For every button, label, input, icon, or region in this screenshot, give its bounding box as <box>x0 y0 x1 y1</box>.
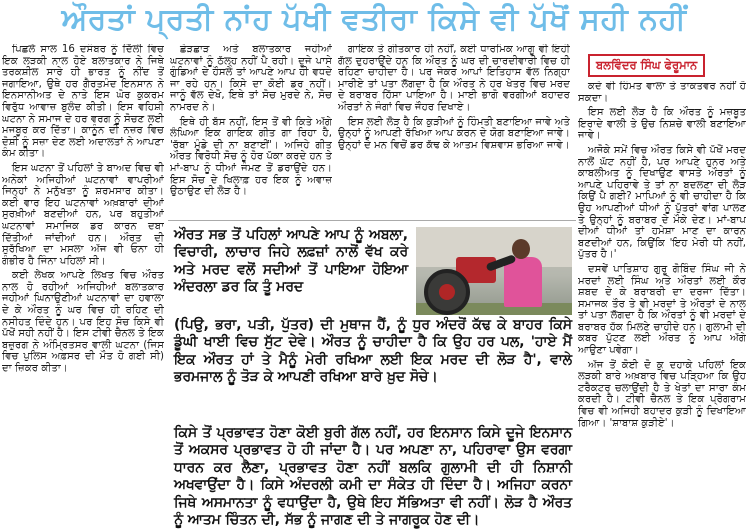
paragraph: ਪਿਛਲੇ ਸਾਲ 16 ਦਸੰਬਰ ਨੂੰ ਦਿੱਲੀ ਵਿਚ ਇਕ ਲੜਕੀ ਨਾਲ ਹੋਏ ਬਲਾਤਕਾਰ ਨੇ ਜਿਥੇ ਤਰਕਸ਼ੀਲ ਸਾਰੇ ਹੀ ਭਾਰਤ ਨੂੰ ਨੀਂਦ ਤੋਂ ਜਗਾਇਆ, ਉਥੇ ਹਰ ਗੈਰਤਮੰਦ ਇਨਸਾਨ ਨੇ ਇਨਸਾਨੀਅਤ ਦੇ ਨਾਤੇ ਇਸ ਘੋਰ ਕੁਕਰਮ ਵਿਰੁੱਧ ਆਵਾਜ਼ ਬੁਲੰਦ ਕੀਤੀ। ਇਸ ਵਹਿਸ਼ੀ ਘਟਨਾ ਨੇ ਸਮਾਜ ਦੇ ਹਰ ਵਰਗ ਨੂੰ ਸੋਚਣ ਲਈ ਮਜਬੂਰ ਕਰ ਦਿੱਤਾ। ਕਾਨੂੰਨ ਦੀ ਨਜ਼ਰ ਵਿਚ ਦੋਸ਼ੀ ਨੂੰ ਸਜ਼ਾ ਦੇਣ ਲਈ ਅਦਾਲਤਾਂ ਨੇ ਆਪਣਾ ਕੰਮ ਕੀਤਾ। <box>2 44 164 160</box>
woman-on-tractor-photo <box>416 227 572 315</box>
paragraph: ਦਸਵੇਂ ਪਾਤਿਸ਼ਾਹ ਗੁਰੂ ਗੋਬਿੰਦ ਸਿੰਘ ਜੀ ਨੇ ਮਰਦਾਂ ਲਈ ਸਿੰਘ ਅਤੇ ਔਰਤਾਂ ਲਈ ਕੌਰ ਸ਼ਬਦ ਦੇ ਕੇ ਬਰਾਬਰੀ ਦਾ ਦਰਜਾ ਦਿੱਤਾ। ਸਮਾਜਕ ਤੌਰ ਤੇ ਵੀ ਮਰਦਾਂ ਤੇ ਔਰਤਾਂ ਦੇ ਨਾਲ ਤਾਂ ਪਤਾ ਲੱਗਦਾ ਹੈ ਕਿ ਔਰਤਾਂ ਨੂੰ ਵੀ ਮਰਦਾਂ ਦੇ ਬਰਾਬਰ ਹੱਕ ਮਿਲਣੇ ਚਾਹੀਦੇ ਹਨ। ਗੁਲਾਮੀ ਦੀ ਕਬਰ ਪੁੱਟਣ ਲਈ ਔਰਤ ਨੂੰ ਆਪ ਅੱਗੇ ਆਉਣਾ ਪਵੇਗਾ। <box>578 263 746 357</box>
paragraph: ਗਾਇਕ ਤੇ ਗੀਤਕਾਰ ਹੀ ਨਹੀਂ, ਕਈ ਧਾਰਮਿਕ ਆਗੂ ਵੀ ਇਹੀ ਗੱਲ ਦੁਹਰਾਉਂਦੇ ਹਨ ਕਿ ਔਰਤ ਨੂੰ ਘਰ ਦੀ ਚਾਰਦੀਵਾਰੀ ਵਿਚ ਹੀ ਰਹਿਣਾ ਚਾਹੀਦਾ ਹੈ। ਪਰ ਜੇਕਰ ਆਪਾਂ ਇਤਿਹਾਸ ਵੱਲ ਨਿਗ੍ਹਾ ਮਾਰੀਏ ਤਾਂ ਪਤਾ ਲੱਗਦਾ ਹੈ ਕਿ ਔਰਤ ਨੇ ਹਰ ਖੇਤਰ ਵਿਚ ਮਰਦ ਦੇ ਬਰਾਬਰ ਹਿੱਸਾ ਪਾਇਆ ਹੈ। ਮਾਈ ਭਾਗੋ ਵਰਗੀਆਂ ਬਹਾਦਰ ਔਰਤਾਂ ਨੇ ਜੰਗਾਂ ਵਿਚ ਜੌਹਰ ਦਿਖਾਏ। <box>338 44 570 113</box>
paragraph: ਛੇੜਛਾੜ ਅਤੇ ਬਲਾਤਕਾਰ ਜਹੀਆਂ ਘਟਨਾਵਾਂ ਨੂੰ ਠੱਲ੍ਹ ਨਹੀਂ ਪੈ ਰਹੀ। ਦੂਜੇ ਪਾਸੇ ਗੁੰਡਿਆਂ ਦੇ ਹੌਸਲੇ ਤਾਂ ਆਪਣੇ ਆਪ ਹੀ ਵਧਦੇ ਜਾ ਰਹੇ ਹਨ। ਕਿਸੇ ਦਾ ਕੋਈ ਡਰ ਨਹੀਂ। ਜਾਨੂੰ ਵੱਲ ਦੇਖੋ, ਇਥੇ ਤਾਂ ਸੋਚ ਮੁਰਦੇ ਨੇ, ਸੋਚ ਨਾਮਰਦ ਨੇ। <box>170 44 332 113</box>
paragraph: ਅੱਜ ਤੋਂ ਕੋਈ ਦੋ ਕੁ ਦਹਾਕੇ ਪਹਿਲਾਂ ਇਕ ਲੜਕੀ ਬਾਰੇ ਅਖ਼ਬਾਰ ਵਿਚ ਪੜ੍ਹਿਆ ਕਿ ਉਹ ਟਰੈਕਟਰ ਚਲਾਉਂਦੀ ਹੈ ਤੇ ਖੇਤਾਂ ਦਾ ਸਾਰਾ ਕੰਮ ਕਰਦੀ ਹੈ। ਟੀਵੀ ਚੈਨਲ ਤੇ ਇਕ ਪ੍ਰੋਗਰਾਮ ਵਿਚ ਵੀ ਅਜਿਹੀ ਬਹਾਦਰ ਕੁੜੀ ਨੂੰ ਦਿਖਾਇਆ ਗਿਆ। 'ਸ਼ਾਬਾਸ਼ ਕੁੜੀਏ'। <box>578 359 746 429</box>
highlight-paragraph: (ਪਿਉ, ਭਰਾ, ਪਤੀ, ਪੁੱਤਰ) ਦੀ ਮੁਥਾਜ ਹੈਂ, ਨੂੰ ਧੁਰ ਅੰਦਰੋਂ ਕੱਢ ਕੇ ਬਾਹਰ ਕਿਸੇ ਡੂੰਘੀ ਖਾਈ ਵਿਚ ਸੁੱਟ ਦੇਵੇ। ਔਰਤ ਨੂੰ ਚਾਹੀਦਾ ਹੈ ਕਿ ਉਹ ਹਰ ਪਲ, 'ਹਾਏ ਮੈਂ ਇਕ ਔਰਤ ਹਾਂ ਤੇ ਮੈਨੂੰ ਮੇਰੀ ਰਖਿਆ ਲਈ ਇਕ ਮਰਦ ਦੀ ਲੋੜ ਹੈ', ਵਾਲੇ ਭਰਮਜਾਲ ਨੂੰ ਤੋੜ ਕੇ ਆਪਣੀ ਰਖਿਆ ਬਾਰੇ ਖ਼ੁਦ ਸੋਚੇ। <box>174 317 572 386</box>
paragraph: ਇਸ ਲਈ ਲੋੜ ਹੈ ਕਿ ਔਰਤ ਨੂੰ ਮਜ਼ਬੂਤ ਇਰਾਦੇ ਵਾਲੀ ਤੇ ਉਚ ਨਿਸ਼ਚੇ ਵਾਲੀ ਬਣਾਇਆ ਜਾਵੇ। <box>578 107 746 142</box>
article-headline: ਔਰਤਾਂ ਪ੍ਰਤੀ ਨਾਂਹ ਪੱਖੀ ਵਤੀਰਾ ਕਿਸੇ ਵੀ ਪੱਖੋਂ ਸਹੀ ਨਹੀਂ <box>61 2 687 37</box>
highlight-paragraph: ਔਰਤ ਸਭ ਤੋਂ ਪਹਿਲਾਂ ਆਪਣੇ ਆਪ ਨੂੰ ਅਬਲਾ, ਵਿਚਾਰੀ, ਲਾਚਾਰ ਜਿਹੇ ਲਫ਼ਜ਼ਾਂ ਨਾਲੋਂ ਵੱਖ ਕਰੇ ਅਤੇ ਮਰਦ ਵਲੋਂ ਸਦੀਆਂ ਤੋਂ ਪਾਇਆ ਹੋਇਆ ਅੰਦਰਲਾ ਡਰ ਕਿ ਤੂੰ ਮਰਦ <box>174 227 408 296</box>
article-column-2 <box>170 44 332 220</box>
paragraph: ਕਈ ਲੇਖਕ ਆਪਣੇ ਲਿਖਤ ਵਿਚ ਔਰਤ ਨਾਲ ਹੋ ਰਹੀਆਂ ਅਜਿਹੀਆਂ ਬਲਾਤਕਾਰ ਜਹੀਆਂ ਘਿਨਾਉਣੀਆਂ ਘਟਨਾਵਾਂ ਦਾ ਹਵਾਲਾ ਦੇ ਕੇ ਔਰਤ ਨੂੰ ਘਰ ਵਿਚ ਹੀ ਰਹਿਣ ਦੀ ਨਸੀਹਤ ਦਿੰਦੇ ਹਨ। ਪਰ ਇਹ ਸੋਚ ਕਿਸੇ ਵੀ ਪੱਖੋਂ ਸਹੀ ਨਹੀਂ ਹੈ। ਇਸ ਟੀਵੀ ਚੈਨਲ ਤੇ ਇਕ ਬਜ਼ੁਰਗ ਨੇ ਅੰਮ੍ਰਿਤਸਰ ਵਾਲੀ ਘਟਨਾ (ਜਿਸ ਵਿਚ ਪੁਲਿਸ ਅਫ਼ਸਰ ਦੀ ਮੌਤ ਹੋ ਗਈ ਸੀ) ਦਾ ਜ਼ਿਕਰ ਕੀਤਾ। <box>2 270 164 375</box>
paragraph: ਇਸ ਲਈ ਲੋੜ ਹੈ ਕਿ ਕੁੜੀਆਂ ਨੂੰ ਹਿੰਮਤੀ ਬਣਾਇਆ ਜਾਵੇ ਅਤੇ ਉਨ੍ਹਾਂ ਨੂੰ ਆਪਣੀ ਰੱਖਿਆ ਆਪ ਕਰਨ ਦੇ ਯੋਗ ਬਣਾਇਆ ਜਾਵੇ। ਉਨ੍ਹਾਂ ਦੇ ਮਨ ਵਿਚੋਂ ਡਰ ਕੱਢ ਕੇ ਆਤਮ ਵਿਸ਼ਵਾਸ ਭਰਿਆ ਜਾਵੇ। <box>338 116 570 151</box>
paragraph: ਇਸ ਘਟਨਾ ਤੋਂ ਪਹਿਲਾਂ ਤੇ ਬਾਅਦ ਵਿਚ ਵੀ ਅਨੇਕਾਂ ਅਜਿਹੀਆਂ ਘਟਨਾਵਾਂ ਵਾਪਰੀਆਂ ਜਿਨ੍ਹਾਂ ਨੇ ਮਨੁੱਖਤਾ ਨੂੰ ਸ਼ਰਮਸਾਰ ਕੀਤਾ। ਕਈ ਵਾਰ ਇਹ ਘਟਨਾਵਾਂ ਅਖ਼ਬਾਰਾਂ ਦੀਆਂ ਸੁਰਖ਼ੀਆਂ ਬਣਦੀਆਂ ਹਨ, ਪਰ ਬਹੁਤੀਆਂ ਘਟਨਾਵਾਂ ਸਮਾਜਿਕ ਡਰ ਕਾਰਨ ਦਬਾ ਦਿੱਤੀਆਂ ਜਾਂਦੀਆਂ ਹਨ। ਔਰਤ ਦੀ ਸੁਰੱਖਿਆ ਦਾ ਮਸਲਾ ਅੱਜ ਵੀ ਓਨਾ ਹੀ ਗੰਭੀਰ ਹੈ ਜਿੰਨਾ ਪਹਿਲਾਂ ਸੀ। <box>2 162 164 267</box>
paragraph: ਕਦੇ ਵੀ ਹਿੰਮਤ ਵਾਲਾ ਤੇ ਤਾਕਤਵਰ ਨਹੀਂ ਹੋ ਸਕਦਾ। <box>578 81 746 104</box>
paragraph: ਅਜੋਕੇ ਸਮੇਂ ਵਿਚ ਔਰਤ ਕਿਸੇ ਵੀ ਪੱਖੋਂ ਮਰਦ ਨਾਲੋਂ ਘੱਟ ਨਹੀਂ ਹੈ, ਪਰ ਆਪਣੇ ਹੁਨਰ ਅਤੇ ਕਾਬਲੀਅਤ ਨੂੰ ਦਿਖਾਉਣ ਵਾਸਤੇ ਔਰਤਾਂ ਨੂੰ ਆਪਣੇ ਪਹਿਰਾਵੇ ਤੇ ਤਾਂ ਨਾ ਬਦਲਣਾ ਦੀ ਲੋੜ ਕਿਉਂ ਪੈ ਗਈ? ਮਾਪਿਆਂ ਨੂੰ ਵੀ ਚਾਹੀਦਾ ਹੈ ਕਿ ਉਹ ਆਪਣੀਆਂ ਧੀਆਂ ਨੂੰ ਪੁੱਤਰਾਂ ਵਾਂਗ ਪਾਲਣ ਤੇ ਉਨ੍ਹਾਂ ਨੂੰ ਬਰਾਬਰ ਦੇ ਮੌਕੇ ਦੇਣ। ਮਾਂ-ਬਾਪ ਦੀਆਂ ਧੀਆਂ ਤਾਂ ਹਮੇਸ਼ਾ ਮਾਣ ਦਾ ਕਾਰਨ ਬਣਦੀਆਂ ਹਨ, ਕਿਉਂਕਿ 'ਇਹ ਮੇਰੀ ਧੀ ਨਹੀਂ, ਪੁੱਤਰ ਹੈ।' <box>578 144 746 261</box>
highlight-paragraph: ਕਿਸੇ ਤੋਂ ਪ੍ਰਭਾਵਤ ਹੋਣਾ ਕੋਈ ਬੁਰੀ ਗੱਲ ਨਹੀਂ, ਹਰ ਇਨਸਾਨ ਕਿਸੇ ਦੂਜੇ ਇਨਸਾਨ ਤੋਂ ਅਕਸਰ ਪ੍ਰਭਾਵਤ ਹੋ ਹੀ ਜਾਂਦਾ ਹੈ। ਪਰ ਅਪਣਾ ਨਾ, ਪਹਿਰਾਵਾ ਉਸ ਵਰਗਾ ਧਾਰਨ ਕਰ ਲੈਣਾ, ਪ੍ਰਭਾਵਤ ਹੋਣਾ ਨਹੀਂ ਬਲਕਿ ਗੁਲਾਮੀ ਦੀ ਹੀ ਨਿਸ਼ਾਨੀ ਅਖਵਾਉਂਦਾ ਹੈ। ਕਿਸੇ ਅੰਦਰਲੀ ਕਮੀ ਦਾ ਸੰਕੇਤ ਹੀ ਦਿੰਦਾ ਹੈ। ਅਜਿਹਾ ਕਰਨਾ ਜਿਥੇ ਅਸਮਾਨਤਾ ਨੂੰ ਵਧਾਉਂਦਾ ਹੈ, ਉਥੇ ਇਹ ਸੱਭਿਅਤਾ ਵੀ ਨਹੀਂ। ਲੋੜ ਹੈ ਔਰਤ ਨੂੰ ਆਤਮ ਚਿੰਤਨ ਦੀ, ਸੱਭ ਨੂੰ ਜਾਗਣ ਦੀ ਤੇ ਜਾਗਰੂਕ ਹੋਣ ਦੀ। <box>174 425 572 529</box>
highlight-box <box>168 220 576 529</box>
article-column-1 <box>2 44 164 517</box>
paragraph: ਇਥੇ ਹੀ ਬੱਸ ਨਹੀਂ, ਇਸ ਤੋਂ ਵੀ ਕਿਤੇ ਅੱਗੇ ਲੰਘਿਆ ਇਕ ਗਾਇਕ ਗੀਤ ਗਾ ਰਿਹਾ ਹੈ, 'ਰੱਬਾ ਮੁੰਡੇ ਦੀ ਨਾ ਬਣਾਈਂ'। ਅਜਿਹੇ ਗੀਤ ਔਰਤ ਵਿਰੋਧੀ ਸੋਚ ਨੂੰ ਹੋਰ ਪੱਕਾ ਕਰਦੇ ਹਨ ਤੇ ਮਾਂ-ਬਾਪ ਨੂੰ ਧੀਆਂ ਜੰਮਣ ਤੋਂ ਡਰਾਉਂਦੇ ਹਨ। ਇਸ ਸੋਚ ਦੇ ਖਿਲਾਫ਼ ਹਰ ਇਕ ਨੂੰ ਅਵਾਜ਼ ਉਠਾਉਣ ਦੀ ਲੋੜ ਹੈ। <box>170 116 332 198</box>
article-column-4 <box>578 81 746 517</box>
article-column-3 <box>338 44 570 220</box>
byline <box>578 44 744 77</box>
author-name: ਬਲਵਿੰਦਰ ਸਿੰਘ ਫੇਰੂਮਾਨ <box>588 54 705 77</box>
